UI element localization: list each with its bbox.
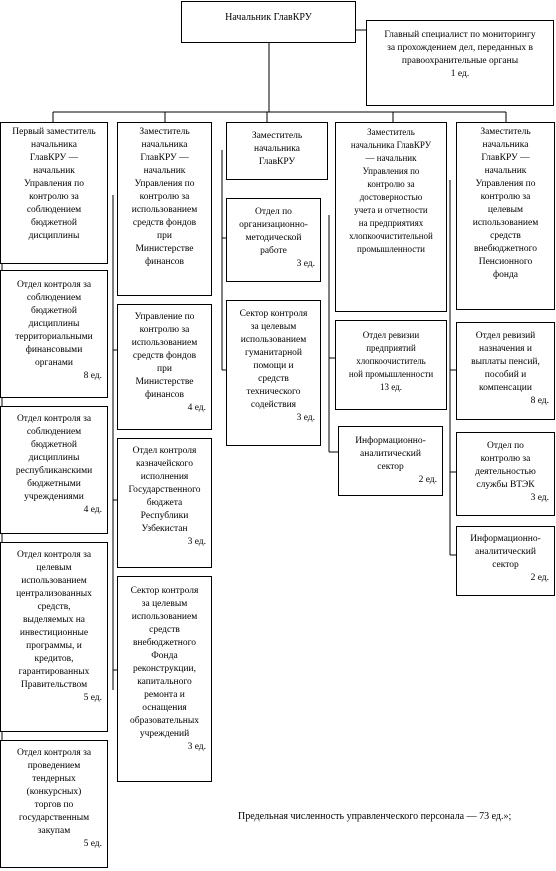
col2-unit-1 (117, 304, 212, 430)
col1-unit-3-title: Отдел контроля за целевым использованием централизованных средств, выделяемых на инвестиционные программы, и кредитов, гарантированных Правительством (16, 550, 92, 690)
col1-unit-2 (0, 406, 108, 534)
col4-unit-2 (338, 426, 443, 496)
col5-unit-3 (456, 526, 555, 596)
col2-unit-2 (117, 438, 212, 568)
col2-unit-3 (117, 576, 212, 782)
col5-unit-3-staff: 2 ед. (530, 573, 549, 583)
col2-unit-1-staff: 4 ед. (187, 403, 206, 413)
col3-unit-1 (226, 198, 321, 282)
col2-unit-2-staff: 3 ед. (187, 537, 206, 547)
col5-unit-1 (456, 322, 555, 420)
col1-deputy-title: Первый заместитель начальника ГлавКРУ — начальник Управления по контролю за соблюдением бюджетной дисциплины (12, 127, 96, 241)
col5-unit-1-title: Отдел ревизий назначения и выплаты пенсий, пособий и компенсации (471, 331, 540, 393)
chief-specialist-staff: 1 ед. (450, 69, 470, 79)
col4-unit-1 (335, 320, 447, 410)
col2-unit-2-title: Отдел контроля казначейского исполнения Государственного бюджета Республики Узбекистан (128, 446, 201, 534)
col1-unit-1-title: Отдел контроля за соблюдением бюджетной дисциплины территориальными финансовыми органами (15, 280, 93, 368)
col2-deputy-title: Заместитель начальника ГлавКРУ — начальник Управления по контролю за использованием средств фондов при Министерстве финансов (131, 127, 198, 267)
head-box (181, 1, 356, 43)
col5-deputy-box (456, 122, 555, 310)
col1-deputy-box (0, 122, 108, 264)
col1-unit-1 (0, 270, 108, 398)
col1-unit-4-title: Отдел контроля за проведением тендерных (конкурсных) торгов по государственным закупам (16, 748, 92, 836)
col4-unit-2-title: Информационно- аналитический сектор (355, 436, 426, 472)
col5-unit-3-title: Информационно- аналитический сектор (470, 534, 541, 570)
col3-unit-2-staff: 3 ед. (296, 413, 315, 423)
col1-unit-2-staff: 4 ед. (83, 505, 102, 515)
col3-deputy-title: Заместитель начальника ГлавКРУ (251, 131, 303, 167)
col2-deputy-box (117, 122, 212, 296)
col3-unit-2-title: Сектор контроля за целевым использованием гуманитарной помощи и средств технического содействия (239, 309, 308, 410)
col5-unit-1-staff: 8 ед. (530, 396, 549, 406)
col4-deputy-title: Заместитель начальника ГлавКРУ — начальник Управления по контролю за достоверностью учета и отчетности на предприятиях хлопкоочистительной промышленности (349, 127, 433, 254)
col4-unit-2-staff: 2 ед. (418, 475, 437, 485)
col1-unit-2-title: Отдел контроля за соблюдением бюджетной дисциплины республиканскими бюджетными учреждениями (15, 414, 93, 502)
col3-unit-2 (226, 300, 321, 446)
col1-unit-1-staff: 8 ед. (83, 371, 102, 381)
col1-unit-4 (0, 740, 108, 868)
col5-unit-2-staff: 3 ед. (530, 493, 549, 503)
chief-specialist-title: Главный специалист по мониторингу за прохождением дел, переданных в правоохранительные органы (384, 30, 536, 66)
col1-unit-4-staff: 5 ед. (83, 839, 102, 849)
col1-unit-3-staff: 5 ед. (83, 693, 102, 703)
col5-unit-2 (456, 432, 555, 516)
chief-specialist-box (366, 20, 554, 106)
col4-deputy-box (335, 122, 447, 312)
col3-unit-1-title: Отдел по организационно- методической работе (239, 207, 308, 256)
col2-unit-3-staff: 3 ед. (187, 742, 206, 752)
col5-deputy-title: Заместитель начальника ГлавКРУ — начальник Управления по контролю за целевым использованием средств внебюджетного Пенсионного фонда (472, 127, 539, 280)
col5-unit-2-title: Отдел по контролю за деятельностью службы ВТЭК (475, 441, 536, 490)
col2-unit-3-title: Сектор контроля за целевым использованием средств внебюджетного Фонда реконструкции, капитального ремонта и оснащения образовательных учреждений (130, 586, 199, 739)
col1-unit-3 (0, 542, 108, 732)
col3-deputy-box (226, 122, 328, 180)
staff-limit-footnote: Предельная численность управленческого персонала — 73 ед.»; (238, 811, 512, 822)
col4-unit-1-title: Отдел ревизии предприятий хлопкоочиститель ной промышленности (348, 330, 434, 379)
col3-unit-1-staff: 3 ед. (296, 259, 315, 269)
head-title: Начальник ГлавКРУ (225, 12, 312, 23)
col4-unit-1-staff: 13 ед. (380, 382, 402, 392)
col2-unit-1-title: Управление по контролю за использованием средств фондов при Министерстве финансов (131, 312, 198, 400)
